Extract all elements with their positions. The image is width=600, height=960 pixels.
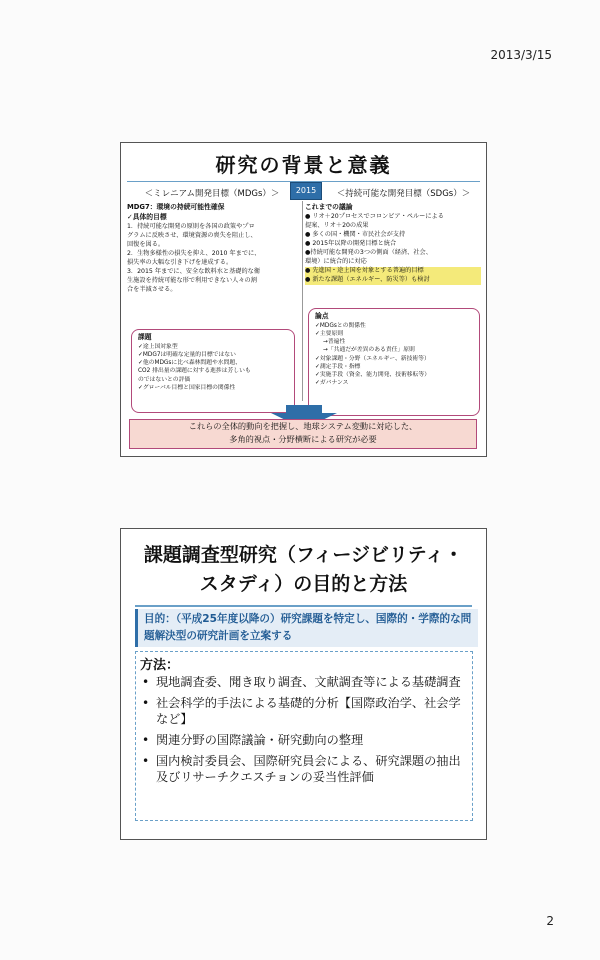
discussion-line-highlighted: ● 新たな課題（エネルギー、防災等）も検討 <box>305 276 481 285</box>
goal-line: 損失率の大幅な引き下げを達成する。 <box>127 258 233 266</box>
method-text: 社会科学的手法による基礎的分析【国際政治学、社会学など】 <box>156 696 461 726</box>
point-line: ✓実施手段（資金、能力開発、技術移転等） <box>315 371 430 378</box>
specific-goals-heading: ✓具体的目標 <box>127 212 167 221</box>
bullet-icon: • <box>142 696 150 710</box>
sdgs-column <box>305 203 481 285</box>
point-line: ✓主要原則 <box>315 330 344 337</box>
issue-line: CO2 排出量の課題に対する進捗は芳しいも <box>138 368 251 375</box>
issue-line: のではないとの評価 <box>138 376 191 383</box>
issue-line: ✓途上国対象型 <box>138 343 178 350</box>
summary-line: 多角的視点・分野横断による研究が必要 <box>229 434 377 444</box>
year-badge: 2015 <box>290 182 322 200</box>
print-date: 2013/3/15 <box>490 48 552 62</box>
goal-line: グラムに反映させ、環境資源の喪失を阻止し、 <box>127 231 257 239</box>
slide1-title: 研究の背景と意義 <box>215 153 392 177</box>
goal-line: 生施設を持続可能な形で利用できない人々の割 <box>127 276 257 284</box>
summary-box <box>129 419 477 449</box>
method-item <box>140 732 468 748</box>
goal-line: 合を半減させる。 <box>127 285 177 293</box>
slide2-title-line2: スタディ）の目的と方法 <box>199 573 408 595</box>
discussion-line: ● リオ＋20プロセスでコロンビア・ペルーによる <box>305 212 444 220</box>
methods-box <box>135 651 473 821</box>
discussion-line: ● 2015年以降の開発目標と統合 <box>305 239 397 247</box>
slide2-title-line1: 課題調査型研究（フィージビリティ・ <box>143 544 464 566</box>
points-box <box>308 308 480 416</box>
discussion-line-highlighted: ● 先進国・途上国を対象とする普遍的目標 <box>305 267 481 276</box>
issues-heading: 課題 <box>138 333 152 341</box>
mdgs-column <box>127 203 299 295</box>
goal-line: 1．持続可能な開発の原則を各国の政策やプロ <box>127 222 255 230</box>
point-line: →普遍性 <box>323 339 346 346</box>
point-line: ✓対象課題・分野（エネルギー、新技術等） <box>315 355 430 362</box>
slide-feasibility-study <box>120 528 487 840</box>
discussion-heading: これまでの議論 <box>305 203 353 211</box>
goal-line: 3．2015 年までに、安全な飲料水と基礎的な衛 <box>127 267 261 275</box>
page-number: 2 <box>546 914 554 928</box>
slide2-title <box>121 541 486 599</box>
bullet-icon: • <box>142 733 150 747</box>
method-item <box>140 674 468 690</box>
method-text: 現地調査委、聞き取り調査、文献調査等による基礎調査 <box>156 675 461 689</box>
method-text: 関連分野の国際議論・研究動向の整理 <box>156 733 364 747</box>
method-item <box>140 753 468 785</box>
methods-list <box>140 674 468 790</box>
point-line: →「共通だが差異のある責任」原則 <box>323 347 415 354</box>
discussion-line: 提案、リオ＋20の成果 <box>305 221 369 229</box>
discussion-line: ● 多くの国・機関・市民社会が支持 <box>305 230 406 238</box>
point-line: ✓MDGsとの関係性 <box>315 322 366 329</box>
methods-title: 方法： <box>140 658 180 673</box>
discussion-line: 環境）に統合的に対応 <box>305 257 367 265</box>
sdgs-header: ＜持続可能な開発目標（SDGs）＞ <box>336 189 471 199</box>
slide-background-significance <box>120 142 487 457</box>
points-heading: 論点 <box>315 312 329 320</box>
issue-line: ✓グローバル目標と国家目標の関係性 <box>138 384 236 391</box>
goal-line: 2．生物多様性の損失を抑え、2010 年までに、 <box>127 249 261 257</box>
method-item <box>140 695 468 727</box>
discussion-line: ●持続可能な開発の3つの側面（経済、社会、 <box>305 248 432 256</box>
point-line: ✓測定手段・指標 <box>315 363 361 370</box>
mdg7-heading: MDG7：環境の持続可能性確保 <box>127 203 225 211</box>
summary-line: これらの全体的動向を把握し、地球システム変動に対応した、 <box>188 421 418 431</box>
issue-line: ✓MDG7は明確な定量的目標ではない <box>138 351 236 358</box>
column-divider <box>302 201 303 401</box>
point-line: ✓ガバナンス <box>315 380 349 387</box>
mdgs-header: ＜ミレニアム開発目標（MDGs）＞ <box>144 189 280 199</box>
issue-line: ✓他のMDGsに比べ森林問題や水問題、 <box>138 360 241 367</box>
purpose-box: 目的：（平成25年度以降の）研究課題を特定し、国際的・学際的な問題解決型の研究計画を立案する <box>135 609 478 647</box>
title-underline <box>135 605 472 607</box>
method-text: 国内検討委員会、国際研究員会による、研究課題の抽出及びリサーチクエスチョンの妥当性評価 <box>156 754 461 784</box>
bullet-icon: • <box>142 754 150 768</box>
bullet-icon: • <box>142 675 150 689</box>
issues-box <box>131 329 295 413</box>
goal-line: 回復を図る。 <box>127 240 165 248</box>
